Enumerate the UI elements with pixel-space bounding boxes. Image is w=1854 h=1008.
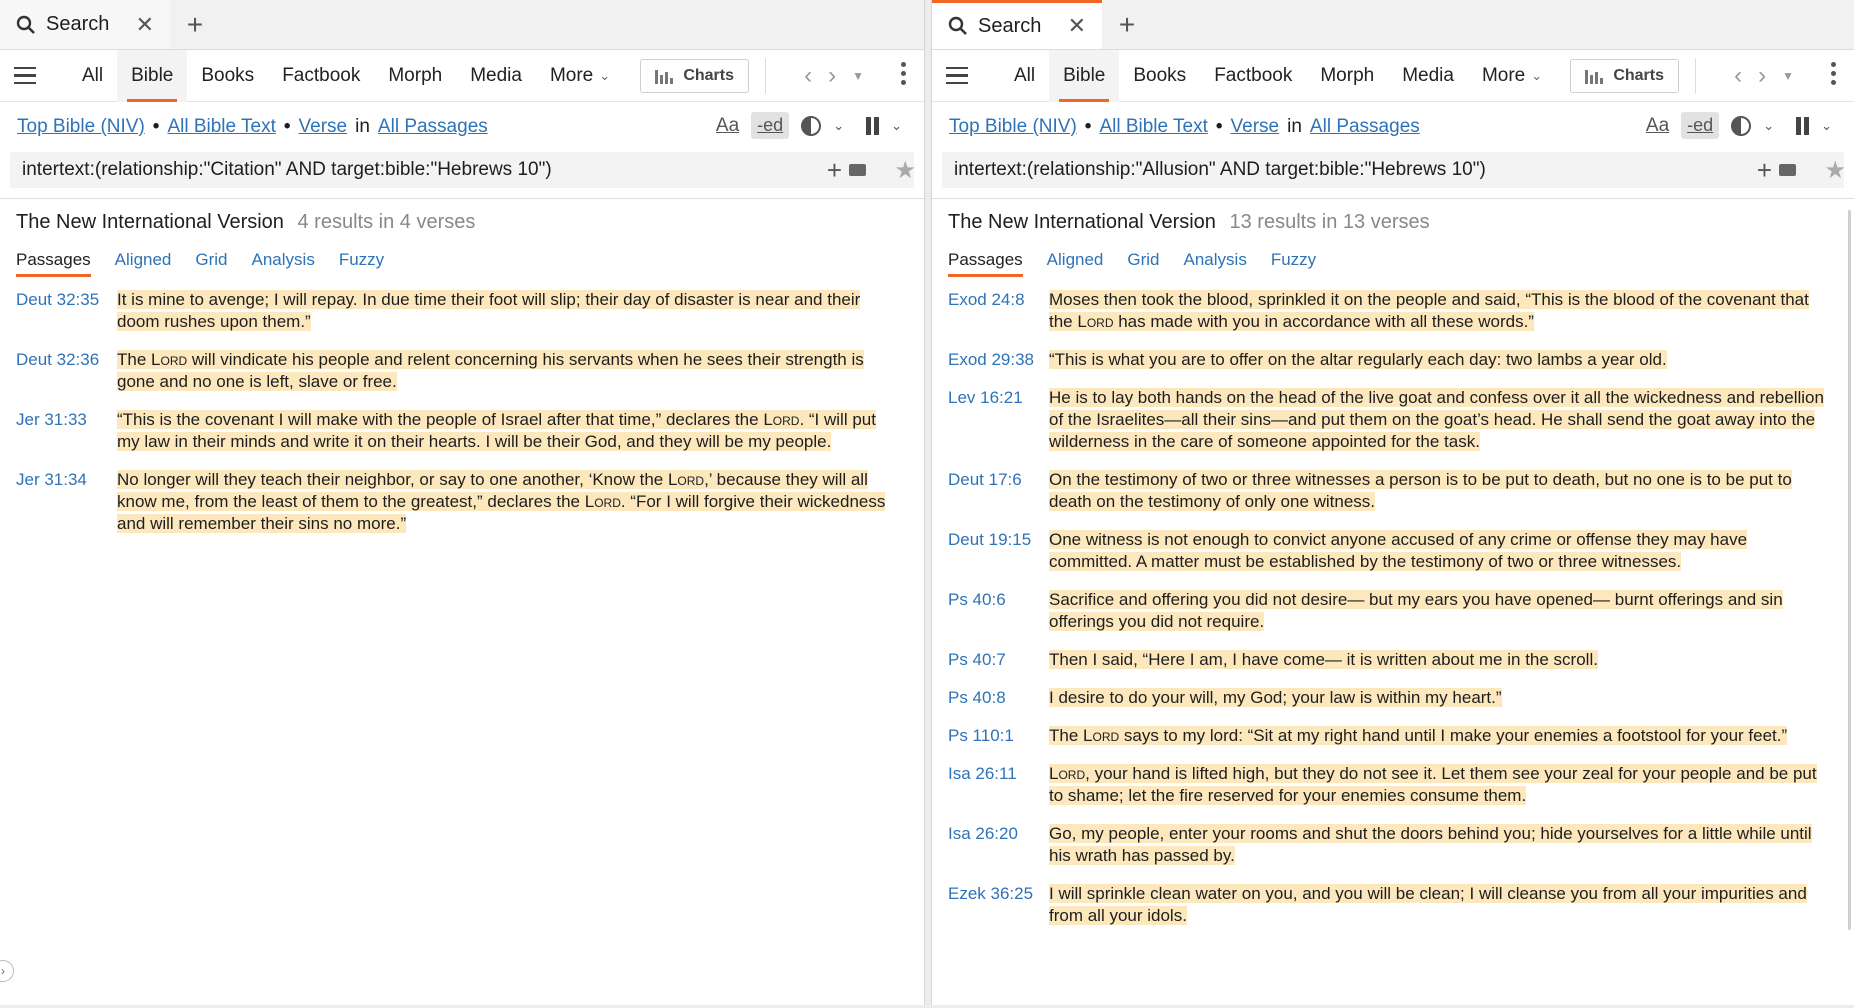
result-row xyxy=(932,349,1854,371)
nav-media[interactable]: Media xyxy=(470,64,522,86)
verse-reference-link[interactable]: Lev 16:21 xyxy=(948,388,1023,407)
separator: • xyxy=(283,116,291,137)
verse-text-highlight: No longer will they teach their neighbor, or say to one another, ‘Know the Lord,’ because they will all know me, from the least of them to the greatest,” declares the Lord. “For I will forgive their wickedness and will remember their sins no more.” xyxy=(117,470,886,533)
charts-label: Charts xyxy=(1613,67,1664,84)
chevron-down-icon: ⌄ xyxy=(1531,67,1543,83)
verse-text-highlight: “This is the covenant I will make with the people of Israel after that time,” declares the Lord. “I will put my law in their minds and write it on their hearts. I will be their God, and they will be my people. xyxy=(117,410,876,451)
result-row xyxy=(932,649,1854,671)
verse-reference-link[interactable]: Deut 17:6 xyxy=(948,470,1022,489)
verse-text xyxy=(1049,823,1829,867)
result-title: The New International Version xyxy=(948,211,1216,233)
result-row xyxy=(932,589,1854,633)
charts-button[interactable] xyxy=(640,59,749,93)
chevron-down-icon[interactable]: ⌄ xyxy=(891,117,902,133)
range-selector[interactable]: All Passages xyxy=(1309,116,1420,137)
history-dropdown-icon[interactable]: ▼ xyxy=(1782,69,1794,83)
query-text: intertext:(relationship:"Citation" AND target:bible:"Hebrews 10") xyxy=(22,159,552,180)
query-text: intertext:(relationship:"Allusion" AND target:bible:"Hebrews 10") xyxy=(954,159,1486,180)
verse-text xyxy=(1049,349,1829,371)
verse-text xyxy=(1049,725,1829,747)
verse-reference-link[interactable]: Ps 40:8 xyxy=(948,688,1006,707)
verse-text-highlight: One witness is not enough to convict anyone accused of any crime or offense they may have committed. A matter must be established by the testimony of two or three witnesses. xyxy=(1049,530,1748,571)
verse-reference-link[interactable]: Deut 32:36 xyxy=(16,350,100,369)
tab-analysis[interactable]: Analysis xyxy=(251,250,315,269)
tab-aligned[interactable]: Aligned xyxy=(1046,250,1104,269)
chevron-down-icon[interactable]: ⌄ xyxy=(1763,117,1775,133)
tab-title: Search xyxy=(978,14,1042,37)
back-icon[interactable]: ‹ xyxy=(1734,62,1743,89)
separator: • xyxy=(152,116,160,137)
result-row xyxy=(932,529,1854,573)
bible-selector[interactable]: Top Bible (NIV) xyxy=(949,116,1077,137)
more-options-icon[interactable] xyxy=(901,62,906,85)
text-selector[interactable]: All Bible Text xyxy=(1099,116,1208,137)
charts-label: Charts xyxy=(683,67,734,84)
nav-media[interactable]: Media xyxy=(1402,64,1454,86)
tab-passages[interactable]: Passages xyxy=(948,250,1023,277)
verse-reference-link[interactable]: Isa 26:20 xyxy=(948,824,1018,843)
nav-books[interactable]: Books xyxy=(201,64,255,86)
result-list xyxy=(0,289,924,535)
result-view-tabs xyxy=(0,250,924,277)
tab-fuzzy[interactable]: Fuzzy xyxy=(1270,250,1317,269)
separator: • xyxy=(1084,116,1092,137)
in-label: in xyxy=(1287,116,1302,137)
search-scope xyxy=(932,102,1854,152)
verse-reference-link[interactable]: Jer 31:33 xyxy=(16,410,87,429)
toolbar xyxy=(932,50,1854,102)
verse-text xyxy=(1049,529,1829,573)
nav-morph[interactable]: Morph xyxy=(388,64,443,86)
tab-passages[interactable]: Passages xyxy=(16,250,91,277)
verse-text-highlight: It is mine to avenge; I will repay. In due time their foot will slip; their day of disaster is near and their doom rushes upon them.” xyxy=(117,290,861,331)
nav-more[interactable] xyxy=(1468,50,1556,102)
nav-factbook[interactable]: Factbook xyxy=(282,64,361,86)
verse-reference-link[interactable]: Isa 26:11 xyxy=(948,764,1017,783)
result-row xyxy=(932,725,1854,747)
verse-text xyxy=(1049,687,1829,709)
nav-more[interactable] xyxy=(536,50,624,102)
verse-text xyxy=(1049,589,1829,633)
verse-text xyxy=(117,409,892,453)
unit-selector[interactable]: Verse xyxy=(298,116,348,137)
nav-more-label: More xyxy=(1481,64,1526,86)
result-count: 4 results in 4 verses xyxy=(297,211,476,233)
search-scope xyxy=(0,102,924,152)
add-icon[interactable]: + xyxy=(826,154,842,185)
history-nav xyxy=(1734,50,1794,102)
inflection-toggle[interactable]: -ed xyxy=(1681,112,1719,139)
nav-bible[interactable]: Bible xyxy=(1049,50,1119,102)
star-icon[interactable]: ★ xyxy=(894,156,916,184)
verse-text xyxy=(117,469,892,535)
nav-bible[interactable]: Bible xyxy=(117,50,187,102)
toolbar xyxy=(0,50,924,102)
keyboard-icon[interactable] xyxy=(1779,164,1796,176)
search-tab[interactable] xyxy=(932,0,1102,49)
view-tools xyxy=(1646,112,1832,139)
history-dropdown-icon[interactable]: ▼ xyxy=(852,69,864,83)
right-search-panel xyxy=(931,0,1854,1005)
font-icon[interactable]: Aa xyxy=(715,114,740,136)
nav-morph[interactable]: Morph xyxy=(1320,64,1375,86)
columns-icon[interactable] xyxy=(866,117,879,135)
result-row xyxy=(0,289,924,333)
unit-selector[interactable]: Verse xyxy=(1230,116,1280,137)
range-selector[interactable]: All Passages xyxy=(377,116,488,137)
forward-icon[interactable]: › xyxy=(1758,62,1767,89)
nav-more-label: More xyxy=(549,64,594,86)
verse-text-highlight: Go, my people, enter your rooms and shut the doors behind you; hide yourselves for a little while until his wrath has passed by. xyxy=(1049,824,1812,865)
in-label: in xyxy=(355,116,370,137)
verse-text-highlight: He is to lay both hands on the head of the live goat and confess over it all the wickedness and rebellion of the Israelites—all their sins—and put them on the goat’s head. He shall send the goat away into the wilderness in the care of someone appointed for the task. xyxy=(1049,388,1824,451)
verse-text xyxy=(1049,649,1829,671)
chevron-down-icon: ⌄ xyxy=(599,67,611,83)
search-icon xyxy=(16,15,36,35)
tab-title: Search xyxy=(46,13,110,35)
search-icon xyxy=(948,16,968,36)
history-nav xyxy=(804,50,864,102)
chevron-down-icon[interactable]: ⌄ xyxy=(1821,117,1832,133)
divider xyxy=(1695,58,1696,94)
result-count: 13 results in 13 verses xyxy=(1229,211,1430,233)
menu-icon[interactable] xyxy=(946,67,982,85)
menu-icon[interactable] xyxy=(14,67,50,85)
inflection-toggle[interactable]: -ed xyxy=(751,112,789,139)
bar-chart-icon xyxy=(1585,68,1603,84)
verse-text xyxy=(1049,387,1829,453)
view-tools xyxy=(716,112,902,139)
separator: • xyxy=(1215,116,1223,137)
left-search-panel xyxy=(0,0,925,1005)
verse-text-highlight: Lord, your hand is lifted high, but they do not see it. Let them see your zeal for your people and be put to shame; let the fire reserved for your enemies consume them. xyxy=(1049,764,1817,805)
charts-button[interactable] xyxy=(1570,59,1679,93)
tab-grid[interactable]: Grid xyxy=(1127,250,1160,269)
new-tab-button[interactable]: + xyxy=(1118,8,1136,40)
tab-analysis[interactable]: Analysis xyxy=(1183,250,1247,269)
divider xyxy=(765,58,766,94)
add-icon[interactable]: + xyxy=(1756,154,1772,185)
verse-text-highlight: I will sprinkle clean water on you, and you will be clean; I will cleanse you from all your impurities and from all your idols. xyxy=(1049,884,1807,925)
nav-all[interactable]: All xyxy=(82,64,104,86)
result-row xyxy=(932,883,1854,927)
tab-grid[interactable]: Grid xyxy=(195,250,228,269)
tab-strip xyxy=(0,0,924,50)
verse-text xyxy=(117,349,892,393)
verse-text xyxy=(1049,469,1829,513)
visual-filter-icon[interactable] xyxy=(1731,116,1751,136)
result-row xyxy=(932,469,1854,513)
nav-all[interactable]: All xyxy=(1014,64,1036,86)
search-input[interactable] xyxy=(10,152,914,188)
more-options-icon[interactable] xyxy=(1831,62,1836,85)
close-icon[interactable]: ✕ xyxy=(135,11,154,37)
verse-text-highlight: Then I said, “Here I am, I have come— it is written about me in the scroll. xyxy=(1049,650,1598,669)
verse-text-highlight: “This is what you are to offer on the altar regularly each day: two lambs a year old. xyxy=(1049,350,1667,369)
verse-text-highlight: Sacrifice and offering you did not desire— but my ears you have opened— burnt offerings and sin offerings you did not require. xyxy=(1049,590,1783,631)
new-tab-button[interactable]: + xyxy=(186,8,204,40)
verse-text-highlight: The Lord will vindicate his people and relent concerning his servants when he sees their strength is gone and no one is left, slave or free. xyxy=(117,350,864,391)
bible-selector[interactable]: Top Bible (NIV) xyxy=(17,116,145,137)
nav-books[interactable]: Books xyxy=(1133,64,1187,86)
chevron-down-icon[interactable]: ⌄ xyxy=(833,117,845,133)
result-row xyxy=(0,349,924,393)
verse-text-highlight: On the testimony of two or three witnesses a person is to be put to death, but no one is to be put to death on the testimony of only one witness. xyxy=(1049,470,1792,511)
forward-icon[interactable]: › xyxy=(828,62,837,89)
close-icon[interactable]: ✕ xyxy=(1067,13,1086,38)
verse-reference-link[interactable]: Ps 40:7 xyxy=(948,650,1006,669)
result-view-tabs xyxy=(932,250,1854,277)
verse-reference-link[interactable]: Ps 40:6 xyxy=(948,590,1006,609)
verse-text xyxy=(1049,883,1829,927)
result-row xyxy=(0,469,924,535)
verse-reference-link[interactable]: Deut 32:35 xyxy=(16,290,100,309)
tab-strip xyxy=(932,0,1854,50)
verse-text-highlight: I desire to do your will, my God; your law is within my heart.” xyxy=(1049,688,1502,707)
scrollbar[interactable] xyxy=(1848,210,1851,930)
verse-text xyxy=(1049,289,1829,333)
verse-reference-link[interactable]: Jer 31:34 xyxy=(16,470,87,489)
verse-text xyxy=(117,289,892,333)
keyboard-icon[interactable] xyxy=(849,164,866,176)
verse-reference-link[interactable]: Ezek 36:25 xyxy=(948,884,1034,903)
verse-text-highlight: Moses then took the blood, sprinkled it on the people and said, “This is the blood of the covenant that the Lord has made with you in accordance with all these words.” xyxy=(1049,290,1809,331)
nav-factbook[interactable]: Factbook xyxy=(1214,64,1293,86)
verse-reference-link[interactable]: Exod 24:8 xyxy=(948,290,1025,309)
result-row xyxy=(932,687,1854,709)
result-row xyxy=(0,409,924,453)
result-row xyxy=(932,763,1854,807)
verse-text-highlight: The Lord says to my lord: “Sit at my right hand until I make your enemies a footstool for your feet.” xyxy=(1049,726,1788,745)
star-icon[interactable]: ★ xyxy=(1824,156,1846,184)
font-icon[interactable]: Aa xyxy=(1645,114,1670,136)
result-list xyxy=(932,289,1854,927)
result-header xyxy=(932,199,1854,234)
back-icon[interactable]: ‹ xyxy=(804,62,813,89)
verse-reference-link[interactable]: Exod 29:38 xyxy=(948,350,1035,369)
verse-text xyxy=(1049,763,1829,807)
text-selector[interactable]: All Bible Text xyxy=(167,116,276,137)
tab-aligned[interactable]: Aligned xyxy=(114,250,172,269)
verse-reference-link[interactable]: Deut 19:15 xyxy=(948,530,1032,549)
visual-filter-icon[interactable] xyxy=(801,116,821,136)
columns-icon[interactable] xyxy=(1796,117,1809,135)
tab-fuzzy[interactable]: Fuzzy xyxy=(338,250,385,269)
result-row xyxy=(932,823,1854,867)
expand-icon[interactable]: › xyxy=(0,960,14,982)
bar-chart-icon xyxy=(655,68,673,84)
result-header xyxy=(0,199,924,234)
result-row xyxy=(932,387,1854,453)
search-tab[interactable] xyxy=(0,0,170,49)
result-title: The New International Version xyxy=(16,211,284,233)
result-row xyxy=(932,289,1854,333)
verse-reference-link[interactable]: Ps 110:1 xyxy=(948,726,1014,745)
search-input[interactable] xyxy=(942,152,1844,188)
